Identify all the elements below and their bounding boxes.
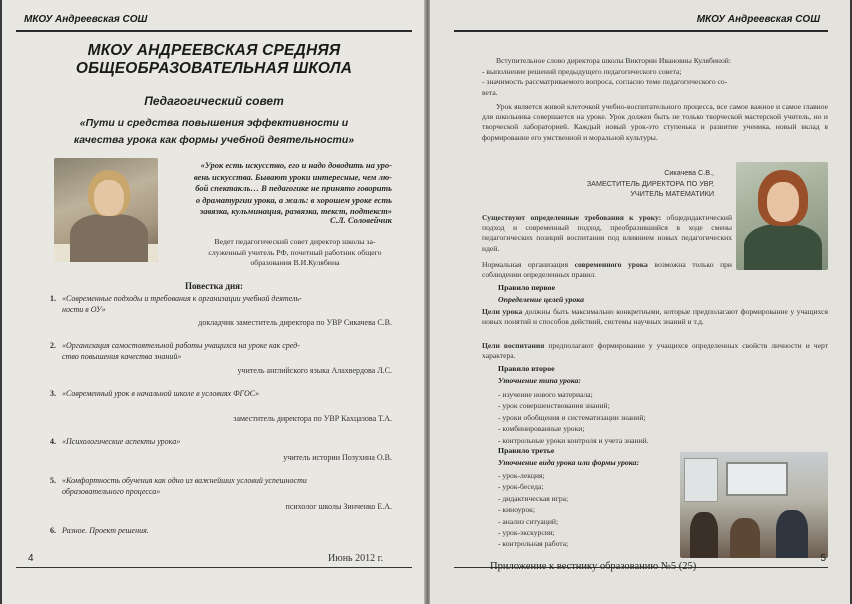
- list-item: - урок-экскурсия;: [498, 528, 555, 538]
- school-title-line: ОБЩЕОБРАЗОВАТЕЛЬНАЯ ШКОЛА: [75, 60, 353, 77]
- list-item: - контрольная работа;: [498, 539, 569, 549]
- right-page: [430, 0, 850, 604]
- council-theme-line: качества урока как формы учебной деятельности»: [73, 134, 355, 146]
- rule-two-heading: Правило второе: [498, 364, 555, 373]
- list-item: - урок совершенствования знаний;: [498, 401, 610, 411]
- intro-line: - значимость рассматриваемого вопроса, согласно теме педагогического со-: [482, 77, 728, 87]
- director-note: [202, 237, 388, 269]
- agenda-speaker: учитель английского языка Алахвердова Л.С.: [237, 366, 392, 375]
- note-line: образования В.И.Кулябина: [250, 258, 340, 267]
- agenda-text: Разное. Проект решения.: [62, 526, 149, 535]
- school-title-line: МКОУ АНДРЕЕВСКАЯ СРЕДНЯЯ: [87, 42, 341, 59]
- goals-lead: Цели урока: [482, 307, 523, 316]
- running-head: МКОУ Андреевская СОШ: [24, 14, 148, 25]
- council-title: Педагогический совет: [144, 94, 284, 108]
- requirements-paragraph: [482, 213, 732, 254]
- quote-line: «Урок есть искусство, его и надо доводить на уро-: [200, 160, 392, 170]
- agenda-number: 1.: [50, 294, 56, 303]
- organization-prefix: Нормальная организация: [482, 260, 569, 269]
- list-item: - дидактическая игра;: [498, 493, 569, 503]
- agenda-text: «Современный урок в начальной школе в условиях ФГОС»: [62, 389, 260, 398]
- author-block: [540, 168, 714, 200]
- goals-text: должны быть максимально конкретными, которые предполагают формирование у учащихся новых понятий и способов действий, системы научных знаний и т.д.: [482, 307, 829, 327]
- agenda-speaker: психолог школы Зинченко Е.А.: [285, 502, 392, 511]
- author-role: УЧИТЕЛЬ МАТЕМАТИКИ: [630, 189, 714, 199]
- note-line: служенный учитель РФ, почетный работник общего: [208, 247, 382, 257]
- agenda-speaker: докладчик заместитель директора по УВР Сикачева С.В.: [198, 318, 392, 327]
- issue-date: Июнь 2012 г.: [328, 553, 384, 564]
- list-item: - урок-лекция;: [498, 471, 545, 480]
- list-item: - комбинированные уроки;: [498, 424, 585, 434]
- author-name: Сикачева С.В.,: [664, 168, 714, 177]
- agenda-item: [50, 476, 382, 497]
- agenda-item: [50, 526, 382, 537]
- intro-block: [482, 56, 828, 99]
- organization-paragraph: [482, 260, 732, 280]
- list-item: - анализ ситуаций;: [498, 516, 559, 526]
- intro-line: - выполнение решений предыдущего педагогического совета;: [482, 66, 682, 76]
- quote-line: вень искусства. Бывают уроки интересные, чем лю-: [193, 171, 392, 182]
- list-item: - контрольные уроки контроля и учета знаний.: [498, 435, 649, 445]
- classroom-photo: [680, 452, 828, 558]
- header-rule: [454, 30, 828, 32]
- running-head: МКОУ Андреевская СОШ: [696, 14, 820, 25]
- lesson-types-list: [498, 389, 758, 446]
- agenda-number: 3.: [50, 389, 56, 398]
- author-photo: [736, 162, 828, 270]
- agenda-item: [50, 389, 382, 400]
- author-role: ЗАМЕСТИТЕЛЬ ДИРЕКТОРА ПО УВР,: [586, 178, 714, 188]
- agenda-speaker: учитель истории Позухина О.В.: [283, 453, 392, 462]
- agenda-text: ство повышения качества знаний»: [62, 351, 182, 361]
- intro-line: вета.: [482, 88, 498, 98]
- requirements-lead: Существуют определенные требования к уроку:: [482, 213, 662, 222]
- epigraph-quote: [168, 160, 392, 218]
- agenda-speaker: заместитель директора по УВР Кахцазова Т.А.: [233, 414, 392, 423]
- agenda-text: «Психологические аспекты урока»: [62, 437, 181, 446]
- agenda-text: «Современные подходы и требования к организации учебной деятель-: [62, 294, 302, 303]
- agenda-number: 4.: [50, 437, 56, 446]
- requirements-text: общедидактический подход и современный подход, преобразившийся в ходе смены педагогических позиций воспитания под влиянием новых педагогических идей.: [482, 213, 733, 253]
- agenda-number: 5.: [50, 476, 56, 485]
- quote-line: завязка, кульминация, развязка, текст, подтекст»: [199, 206, 392, 217]
- list-item: - урок-беседа;: [498, 482, 544, 492]
- upbringing-lead: Цели воспитания: [482, 341, 545, 350]
- school-title: [22, 42, 406, 78]
- quote-line: о драматургии урока, а жаль: в хорошем уроке есть: [195, 194, 392, 205]
- organization-bold: современного урока: [574, 260, 648, 269]
- list-item: - киноурок;: [498, 505, 535, 515]
- council-theme: [30, 115, 398, 149]
- quote-line: бой спектакль… В педагогике не принято говорить: [195, 183, 392, 194]
- lesson-forms-list: [498, 470, 688, 550]
- note-line: Ведет педагогический совет директор школы за-: [214, 237, 376, 246]
- upbringing-text: предполагают формирование у учащихся определенных свойств личности и черт характера.: [482, 341, 828, 361]
- upbringing-paragraph: [482, 341, 828, 361]
- intro-line: Вступительное слово директора школы Виктории Ивановны Кулябиной:: [496, 56, 731, 65]
- header-rule: [16, 30, 412, 32]
- page-number: 5: [820, 553, 826, 564]
- list-item: - уроки обобщения и систематизации знаний;: [498, 412, 646, 422]
- publication-footer: Приложение к вестнику образованию №5 (25): [490, 561, 697, 572]
- agenda-text: образовательного процесса»: [62, 486, 161, 496]
- agenda-number: 2.: [50, 341, 56, 350]
- goals-paragraph: [482, 307, 828, 327]
- rule-three-heading: Правило третье: [498, 446, 555, 455]
- agenda-number: 6.: [50, 526, 56, 535]
- rule-one-subheading: Определение целей урока: [498, 295, 584, 304]
- agenda-title: Повестка дня:: [184, 281, 244, 291]
- agenda-item: [50, 294, 382, 315]
- lesson-paragraph: Урок является живой клеточкой учебно-воспитательного процесса, все самое важное и самое главное для школьника совершается на уроке. Урок должен быть не только творческой мастерской учитель, но и творческой лабораторией. Каждый новый урок-это ступенька и развитие ученика, новый вклад в формирование его умственной и моральной культуры.: [482, 102, 828, 142]
- agenda-text: «Комфортность обучения как одно из важнейших условий успешности: [62, 476, 307, 485]
- rule-two-subheading: Уточнение типа урока:: [498, 376, 582, 385]
- director-photo: [54, 158, 158, 262]
- rule-one-heading: Правило первое: [498, 283, 556, 292]
- organization-text: возможна только при соблюдении определенных правил.: [482, 260, 732, 280]
- council-theme-line: «Пути и средства повышения эффективности и: [79, 117, 349, 129]
- agenda-text: «Организация самостоятельной работы учащихся на уроке как сред-: [62, 341, 300, 350]
- agenda-item: [50, 437, 382, 448]
- quote-author: С.Л. Соловейчик: [330, 215, 392, 225]
- agenda-item: [50, 341, 382, 362]
- page-number: 4: [28, 553, 34, 564]
- list-item: - изучение нового материала;: [498, 390, 593, 399]
- left-page: [2, 0, 426, 604]
- agenda-text: ности в ОУ»: [62, 304, 106, 314]
- rule-three-subheading: Уточнение вида урока или формы урока:: [498, 458, 640, 467]
- footer-rule: [16, 567, 412, 569]
